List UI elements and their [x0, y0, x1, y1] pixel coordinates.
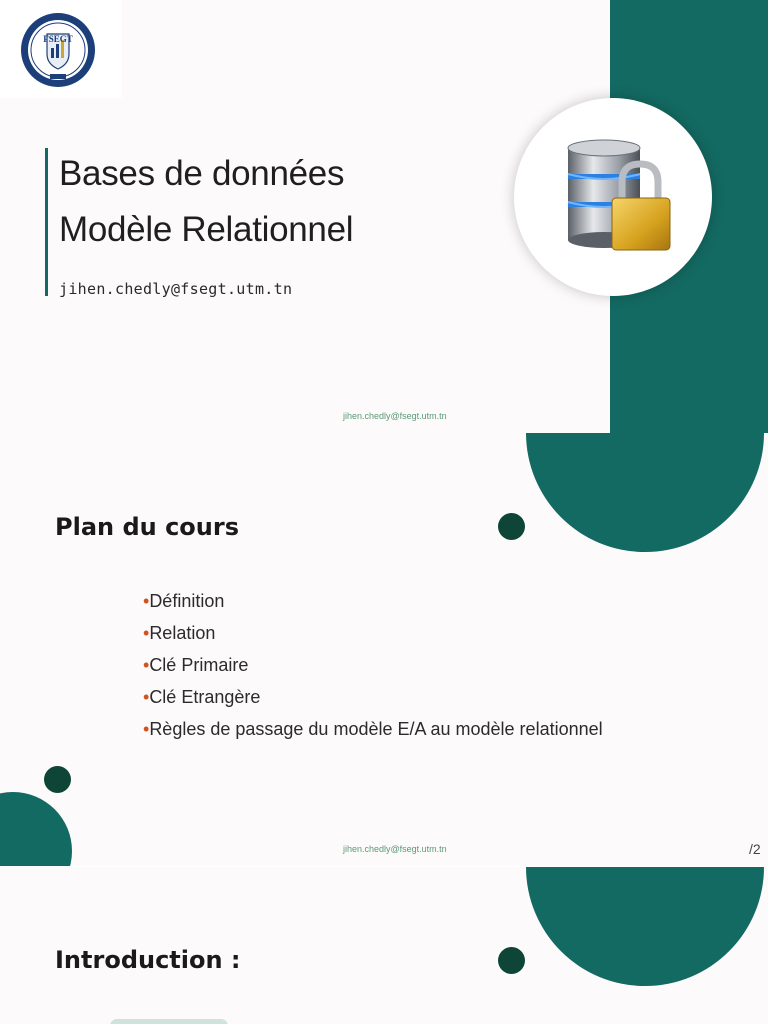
section-title: Introduction : — [55, 946, 241, 974]
fsegt-university-seal-icon — [20, 12, 96, 88]
svg-text:FSEGT: FSEGT — [43, 34, 73, 44]
list-item-label: Règles de passage du modèle E/A au modèle relationnel — [149, 719, 603, 739]
bullet-icon: • — [143, 719, 150, 739]
list-item-label: Clé Etrangère — [149, 687, 261, 707]
decorative-dot — [498, 513, 525, 540]
bullet-icon: • — [143, 623, 150, 643]
course-outline-list — [143, 589, 603, 749]
page-number: /2 — [749, 841, 761, 857]
teal-half-circle — [526, 867, 764, 986]
title-slide — [0, 0, 768, 433]
list-item-label: Clé Primaire — [149, 655, 249, 675]
bullet-icon: • — [143, 591, 150, 611]
bullet-icon: • — [143, 655, 150, 675]
bullet-icon: • — [143, 687, 150, 707]
list-item — [143, 717, 603, 749]
database-lock-icon — [556, 138, 680, 262]
list-item — [143, 653, 603, 685]
teal-half-circle — [526, 433, 764, 552]
section-title: Plan du cours — [55, 513, 239, 541]
logo-box — [0, 0, 122, 98]
title-accent-rule — [45, 148, 48, 296]
slide-title-line-1: Bases de données — [59, 154, 345, 193]
list-item-label: Relation — [149, 623, 216, 643]
author-email: jihen.chedly@fsegt.utm.tn — [59, 280, 293, 298]
content-shape — [110, 1019, 228, 1024]
decorative-dot — [44, 766, 71, 793]
list-item — [143, 589, 603, 621]
list-item — [143, 685, 603, 717]
list-item — [143, 621, 603, 653]
outline-slide — [0, 433, 768, 866]
teal-corner-circle — [0, 792, 72, 866]
slide-footer-email: jihen.chedly@fsegt.utm.tn — [343, 844, 447, 854]
slide-title-line-2: Modèle Relationnel — [59, 210, 354, 249]
introduction-slide — [0, 867, 768, 1024]
list-item-label: Définition — [149, 591, 225, 611]
slide-footer-email: jihen.chedly@fsegt.utm.tn — [343, 411, 447, 421]
decorative-dot — [498, 947, 525, 974]
